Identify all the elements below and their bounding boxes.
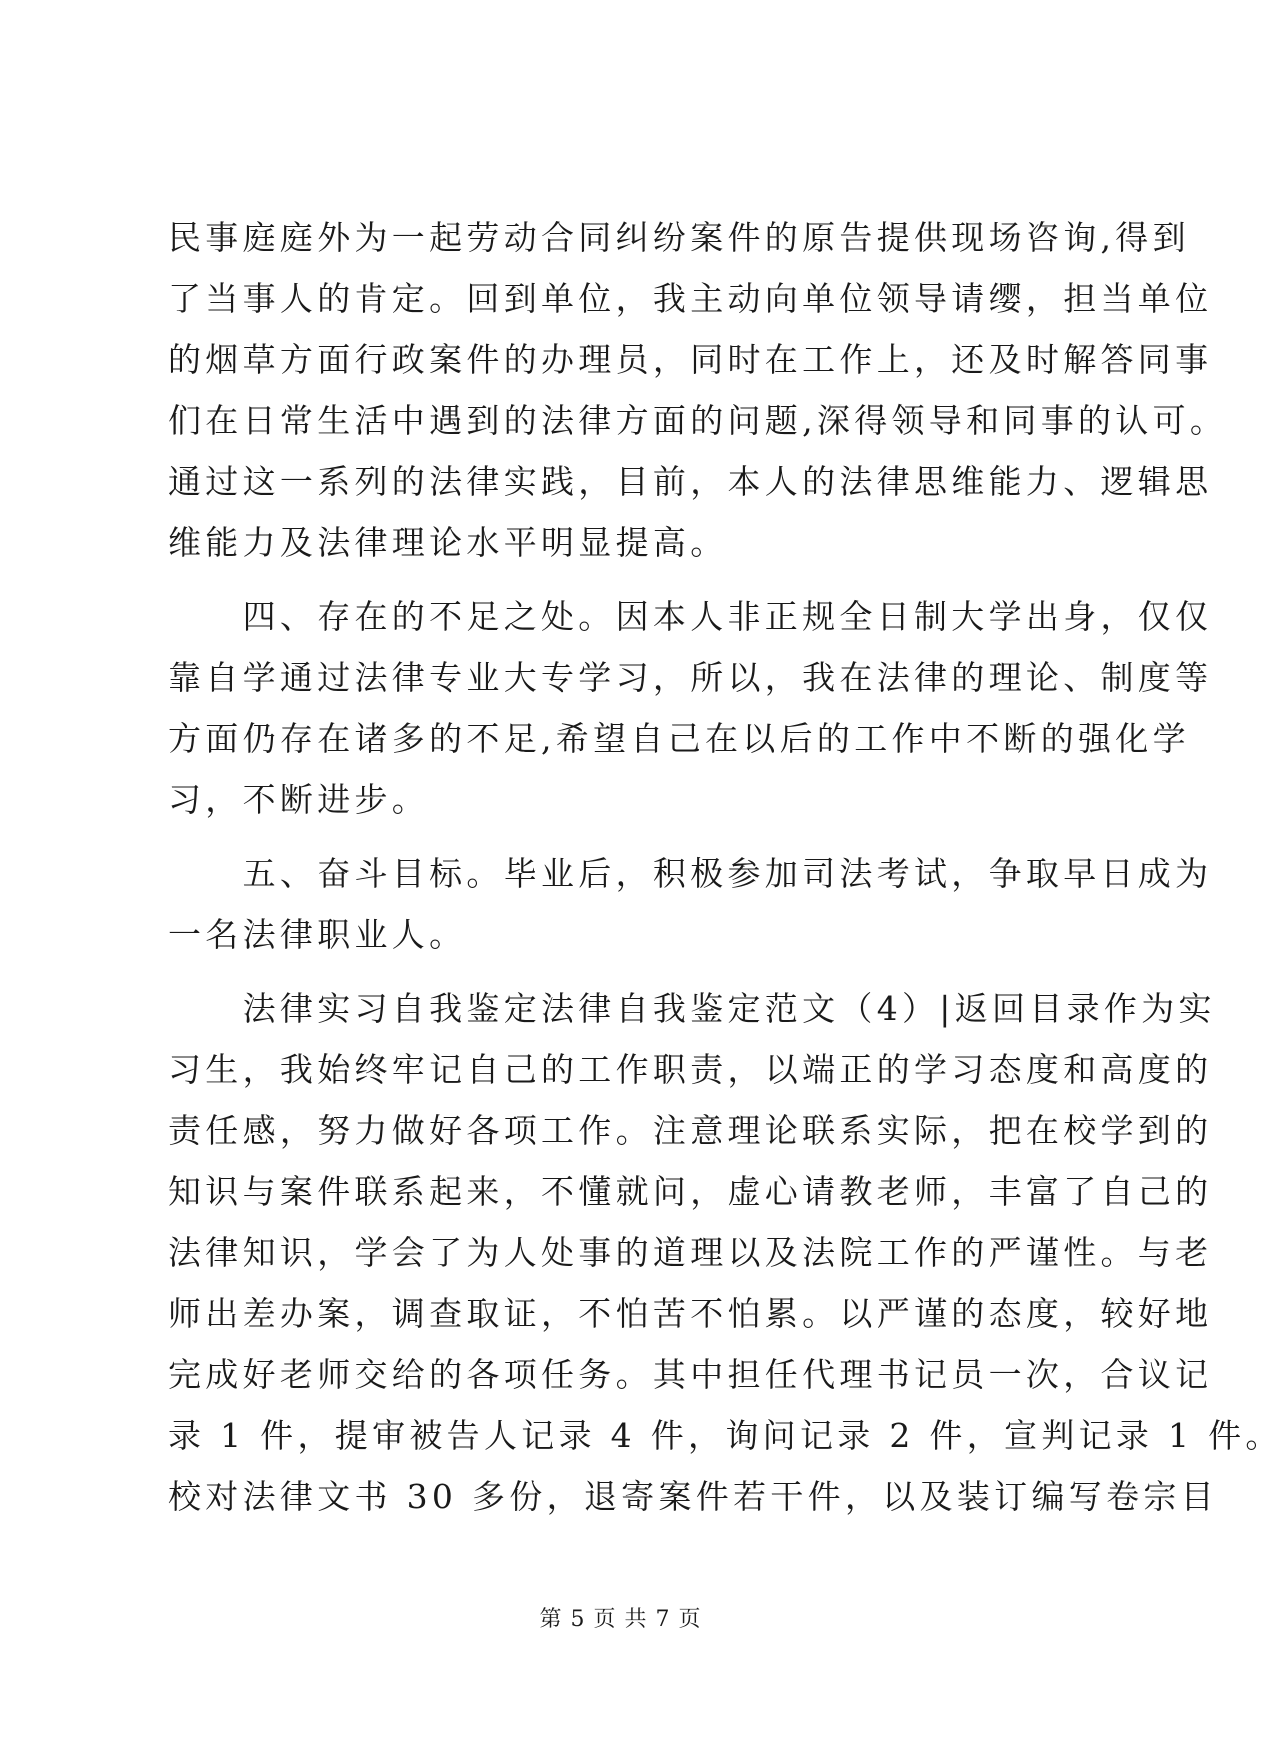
text-line: 的烟草方面行政案件的办理员，同时在工作上，还及时解答同事 — [168, 340, 1213, 379]
text-line: 五、奋斗目标。毕业后，积极参加司法考试，争取早日成为 — [168, 854, 1213, 893]
text-line: 师出差办案，调查取证，不怕苦不怕累。以严谨的态度，较好地 — [168, 1294, 1213, 1333]
paragraph — [168, 843, 1213, 965]
page-number-label: 第 5 页 共 7 页 — [539, 1607, 702, 1632]
paragraph — [168, 978, 1283, 1527]
text-line: 通过这一系列的法律实践，目前，本人的法律思维能力、逻辑思 — [168, 462, 1213, 501]
text-line: 维能力及法律理论水平明显提高。 — [168, 523, 728, 562]
page-footer — [0, 1602, 1241, 1633]
text-line: 们在日常生活中遇到的法律方面的问题,深得领导和同事的认可。 — [168, 401, 1228, 440]
paragraph-gap — [168, 573, 1088, 586]
paragraph — [168, 586, 1213, 830]
text-line: 校对法律文书 30 多份，退寄案件若干件，以及装订编写卷宗目 — [168, 1477, 1218, 1516]
paragraph — [168, 207, 1228, 573]
document-body — [168, 207, 1283, 1527]
paragraph-gap — [168, 965, 1088, 978]
text-line: 民事庭庭外为一起劳动合同纠纷案件的原告提供现场咨询,得到 — [168, 218, 1190, 257]
text-line: 习，不断进步。 — [168, 780, 430, 819]
paragraph-gap — [168, 830, 1088, 843]
text-line: 靠自学通过法律专业大专学习，所以，我在法律的理论、制度等 — [168, 658, 1213, 697]
text-line: 法律知识，学会了为人处事的道理以及法院工作的严谨性。与老 — [168, 1233, 1213, 1272]
text-line: 了当事人的肯定。回到单位，我主动向单位领导请缨，担当单位 — [168, 279, 1213, 318]
text-line: 四、存在的不足之处。因本人非正规全日制大学出身，仅仅 — [168, 597, 1213, 636]
text-line: 知识与案件联系起来，不懂就问，虚心请教老师，丰富了自己的 — [168, 1172, 1213, 1211]
text-line: 习生，我始终牢记自己的工作职责，以端正的学习态度和高度的 — [168, 1050, 1213, 1089]
text-line: 方面仍存在诸多的不足,希望自己在以后的工作中不断的强化学 — [168, 719, 1190, 758]
text-line: 录 1 件，提审被告人记录 4 件，询问记录 2 件，宣判记录 1 件。 — [168, 1416, 1283, 1455]
text-line: 责任感，努力做好各项工作。注意理论联系实际，把在校学到的 — [168, 1111, 1213, 1150]
text-line: 一名法律职业人。 — [168, 915, 467, 954]
text-line: 完成好老师交给的各项任务。其中担任代理书记员一次，合议记 — [168, 1355, 1213, 1394]
text-line: 法律实习自我鉴定法律自我鉴定范文（4）|返回目录作为实 — [168, 989, 1216, 1028]
